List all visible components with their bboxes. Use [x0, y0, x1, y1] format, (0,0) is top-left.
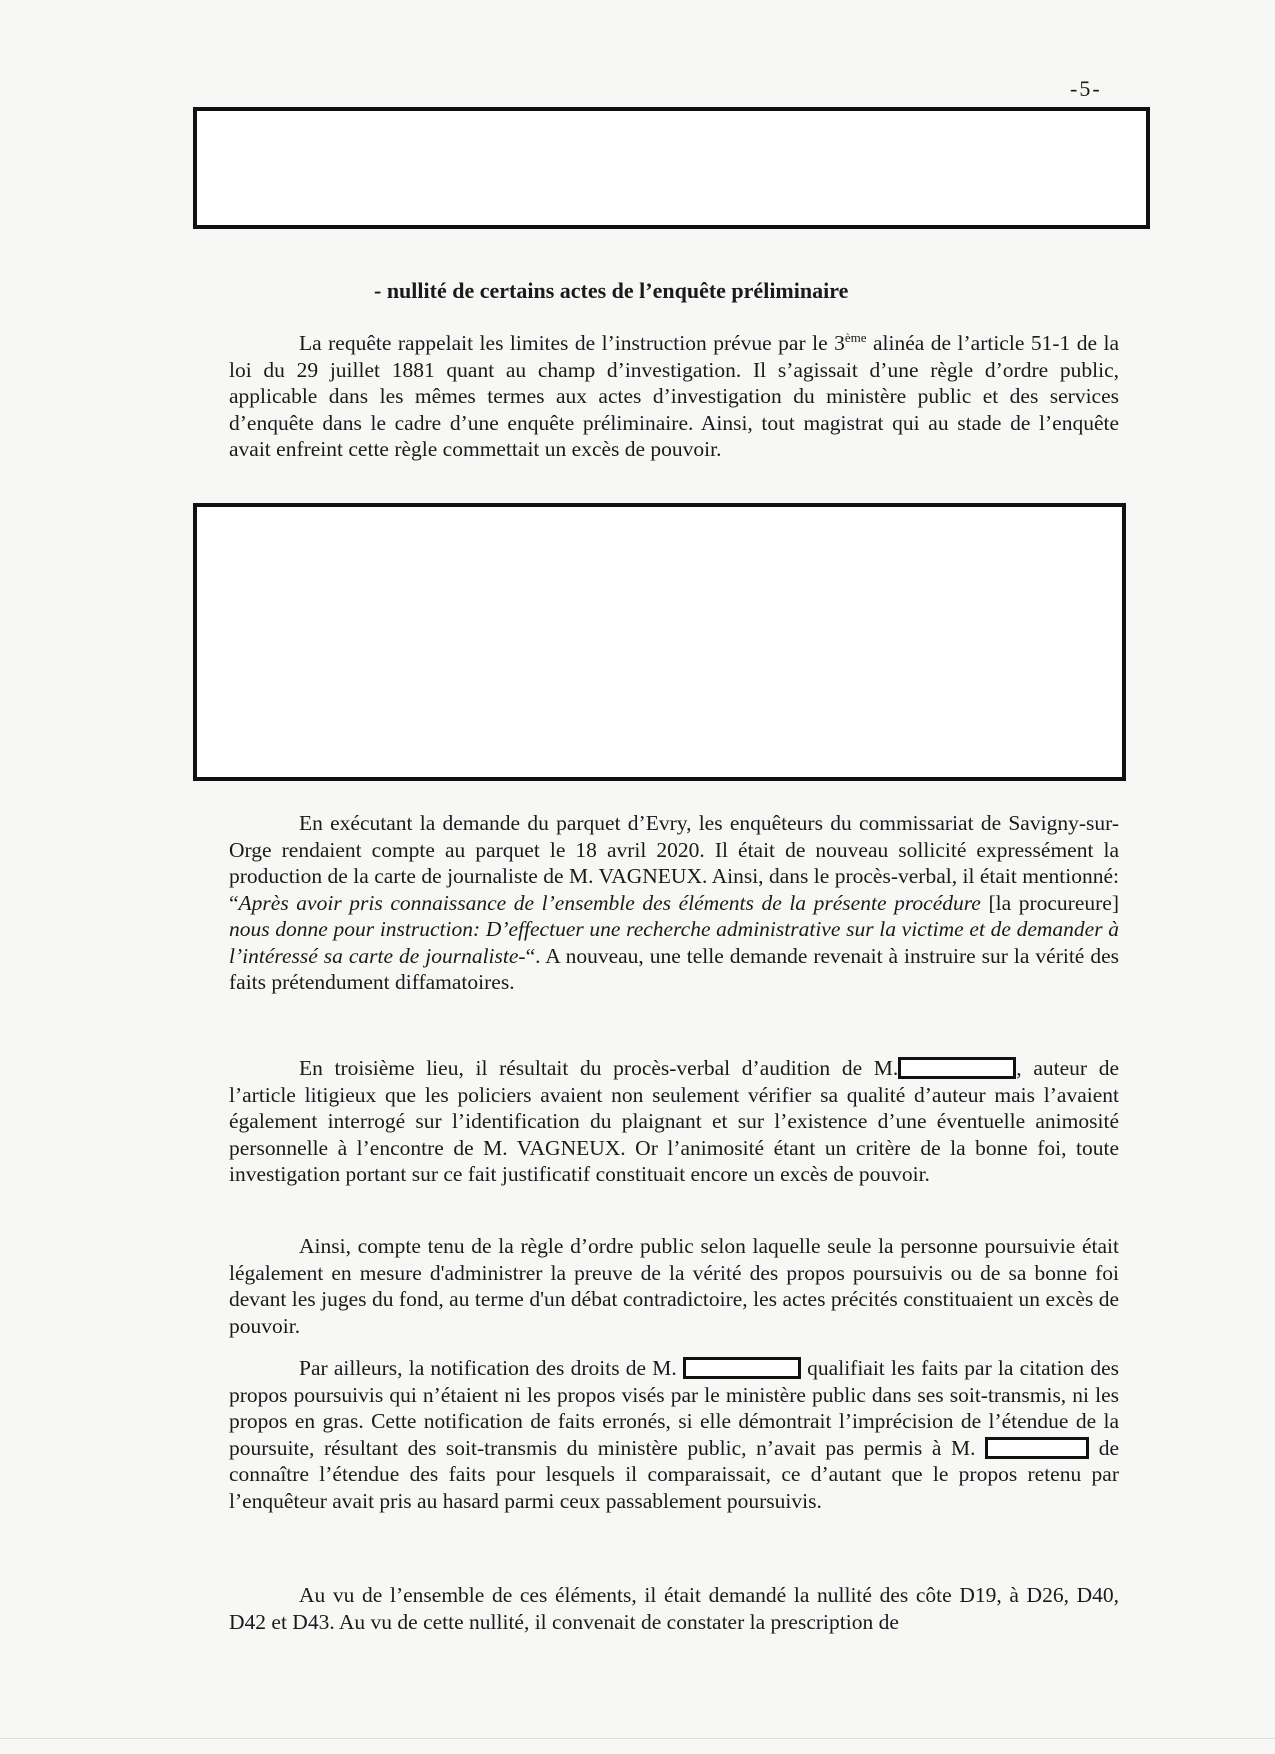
paragraph-5-text-a: Par ailleurs, la notification des droits de M. — [299, 1356, 677, 1380]
name-redaction — [683, 1357, 801, 1379]
superscript: ème — [844, 329, 867, 345]
paragraph-2-quote-a: Après avoir pris connaissance de l’ensemble des éléments de la présente procédure — [238, 890, 981, 915]
paragraph-1 — [229, 330, 1119, 463]
redaction-box-top — [193, 107, 1150, 229]
paragraph-4-text: Ainsi, compte tenu de la règle d’ordre public selon laquelle seule la personne poursuivie était légalement en mesure d'administrer la preuve de la vérité des propos poursuivis ou de sa bonne foi devant les juges du fond, au terme d'un débat contradictoire, les actes précités constituaient un excès de pouvoir. — [229, 1234, 1119, 1338]
paragraph-4 — [229, 1233, 1119, 1339]
paragraph-6-text: Au vu de l’ensemble de ces éléments, il était demandé la nullité des côte D19, à D26, D40, D42 et D43. Au vu de cette nullité, il convenait de constater la prescription de — [229, 1583, 1119, 1634]
paragraph-2-text-c: -“. A nouveau, une telle demande revenait à instruire sur la vérité des faits prétendument diffamatoires. — [229, 943, 1119, 994]
paragraph-3-text-b: , auteur de l’article litigieux que les policiers avaient non seulement vérifier sa qualité d’auteur mais l’avaient également interrogé sur l’identification du plaignant et sur l’existence d’une éventuelle animosité personnelle à l’encontre de M. VAGNEUX. Or l’animosité étant un critère de la bonne foi, toute investigation portant sur ce fait justificatif constituait encore un excès de pouvoir. — [229, 1056, 1120, 1186]
paragraph-5-text-c: de connaître l’étendue des faits pour lesquels il comparaissait, ce d’autant que le propos retenu par l’enquêteur avait pris au hasard parmi ceux passablement poursuivis. — [229, 1435, 1120, 1513]
section-heading: - nullité de certains actes de l’enquête préliminaire — [374, 278, 849, 303]
page-edge — [0, 1738, 1275, 1739]
paragraph-1-text-b: alinéa de l’article 51-1 de la loi du 29 juillet 1881 quant au champ d’investigation. Il s’agissait d’une règle d’ordre public, applicable dans les mêmes termes aux actes d’investigation du ministère public et des services d’enquête dans le cadre d’une enquête préliminaire. Ainsi, tout magistrat qui au stade de l’enquête avait enfreint cette règle commettait un excès de pouvoir. — [229, 331, 1119, 461]
redaction-box-middle — [193, 503, 1126, 781]
paragraph-3-text-a: En troisième lieu, il résultait du procès-verbal d’audition de M. — [299, 1056, 899, 1080]
paragraph-3 — [229, 1055, 1119, 1188]
name-redaction — [985, 1437, 1089, 1459]
paragraph-6 — [229, 1582, 1119, 1635]
page-number: -5- — [1070, 76, 1102, 101]
paragraph-1-text-a: La requête rappelait les limites de l’instruction prévue par le 3 — [299, 331, 845, 355]
paragraph-5 — [229, 1355, 1119, 1514]
paragraph-2 — [229, 810, 1119, 996]
paragraph-5-text-b: qualifiait les faits par la citation des propos poursuivis qui n’étaient ni les propos visés par le ministère public dans ses soit-transmis, ni les propos en gras. Cette notification de faits erronés, si elle démontrait l’imprécision de l’étendue de la poursuite, résultant des soit-transmis du ministère public, n’avait pas permis à M. — [229, 1356, 1119, 1460]
name-redaction — [898, 1057, 1016, 1079]
paragraph-2-text-b: [la procureure] — [980, 890, 1119, 915]
paragraph-2-text-a: En exécutant la demande du parquet d’Evry, les enquêteurs du commissariat de Savigny-sur-Orge rendaient compte au parquet le 18 avril 2020. Il était de nouveau sollicité expressément la production de la carte de journaliste de M. VAGNEUX. Ainsi, dans le procès-verbal, il était mentionné: “ — [229, 811, 1119, 915]
paragraph-2-quote-b: nous donne pour instruction: D’effectuer une recherche administrative sur la victime et de demander à l’intéressé sa carte de journaliste — [229, 917, 1119, 968]
